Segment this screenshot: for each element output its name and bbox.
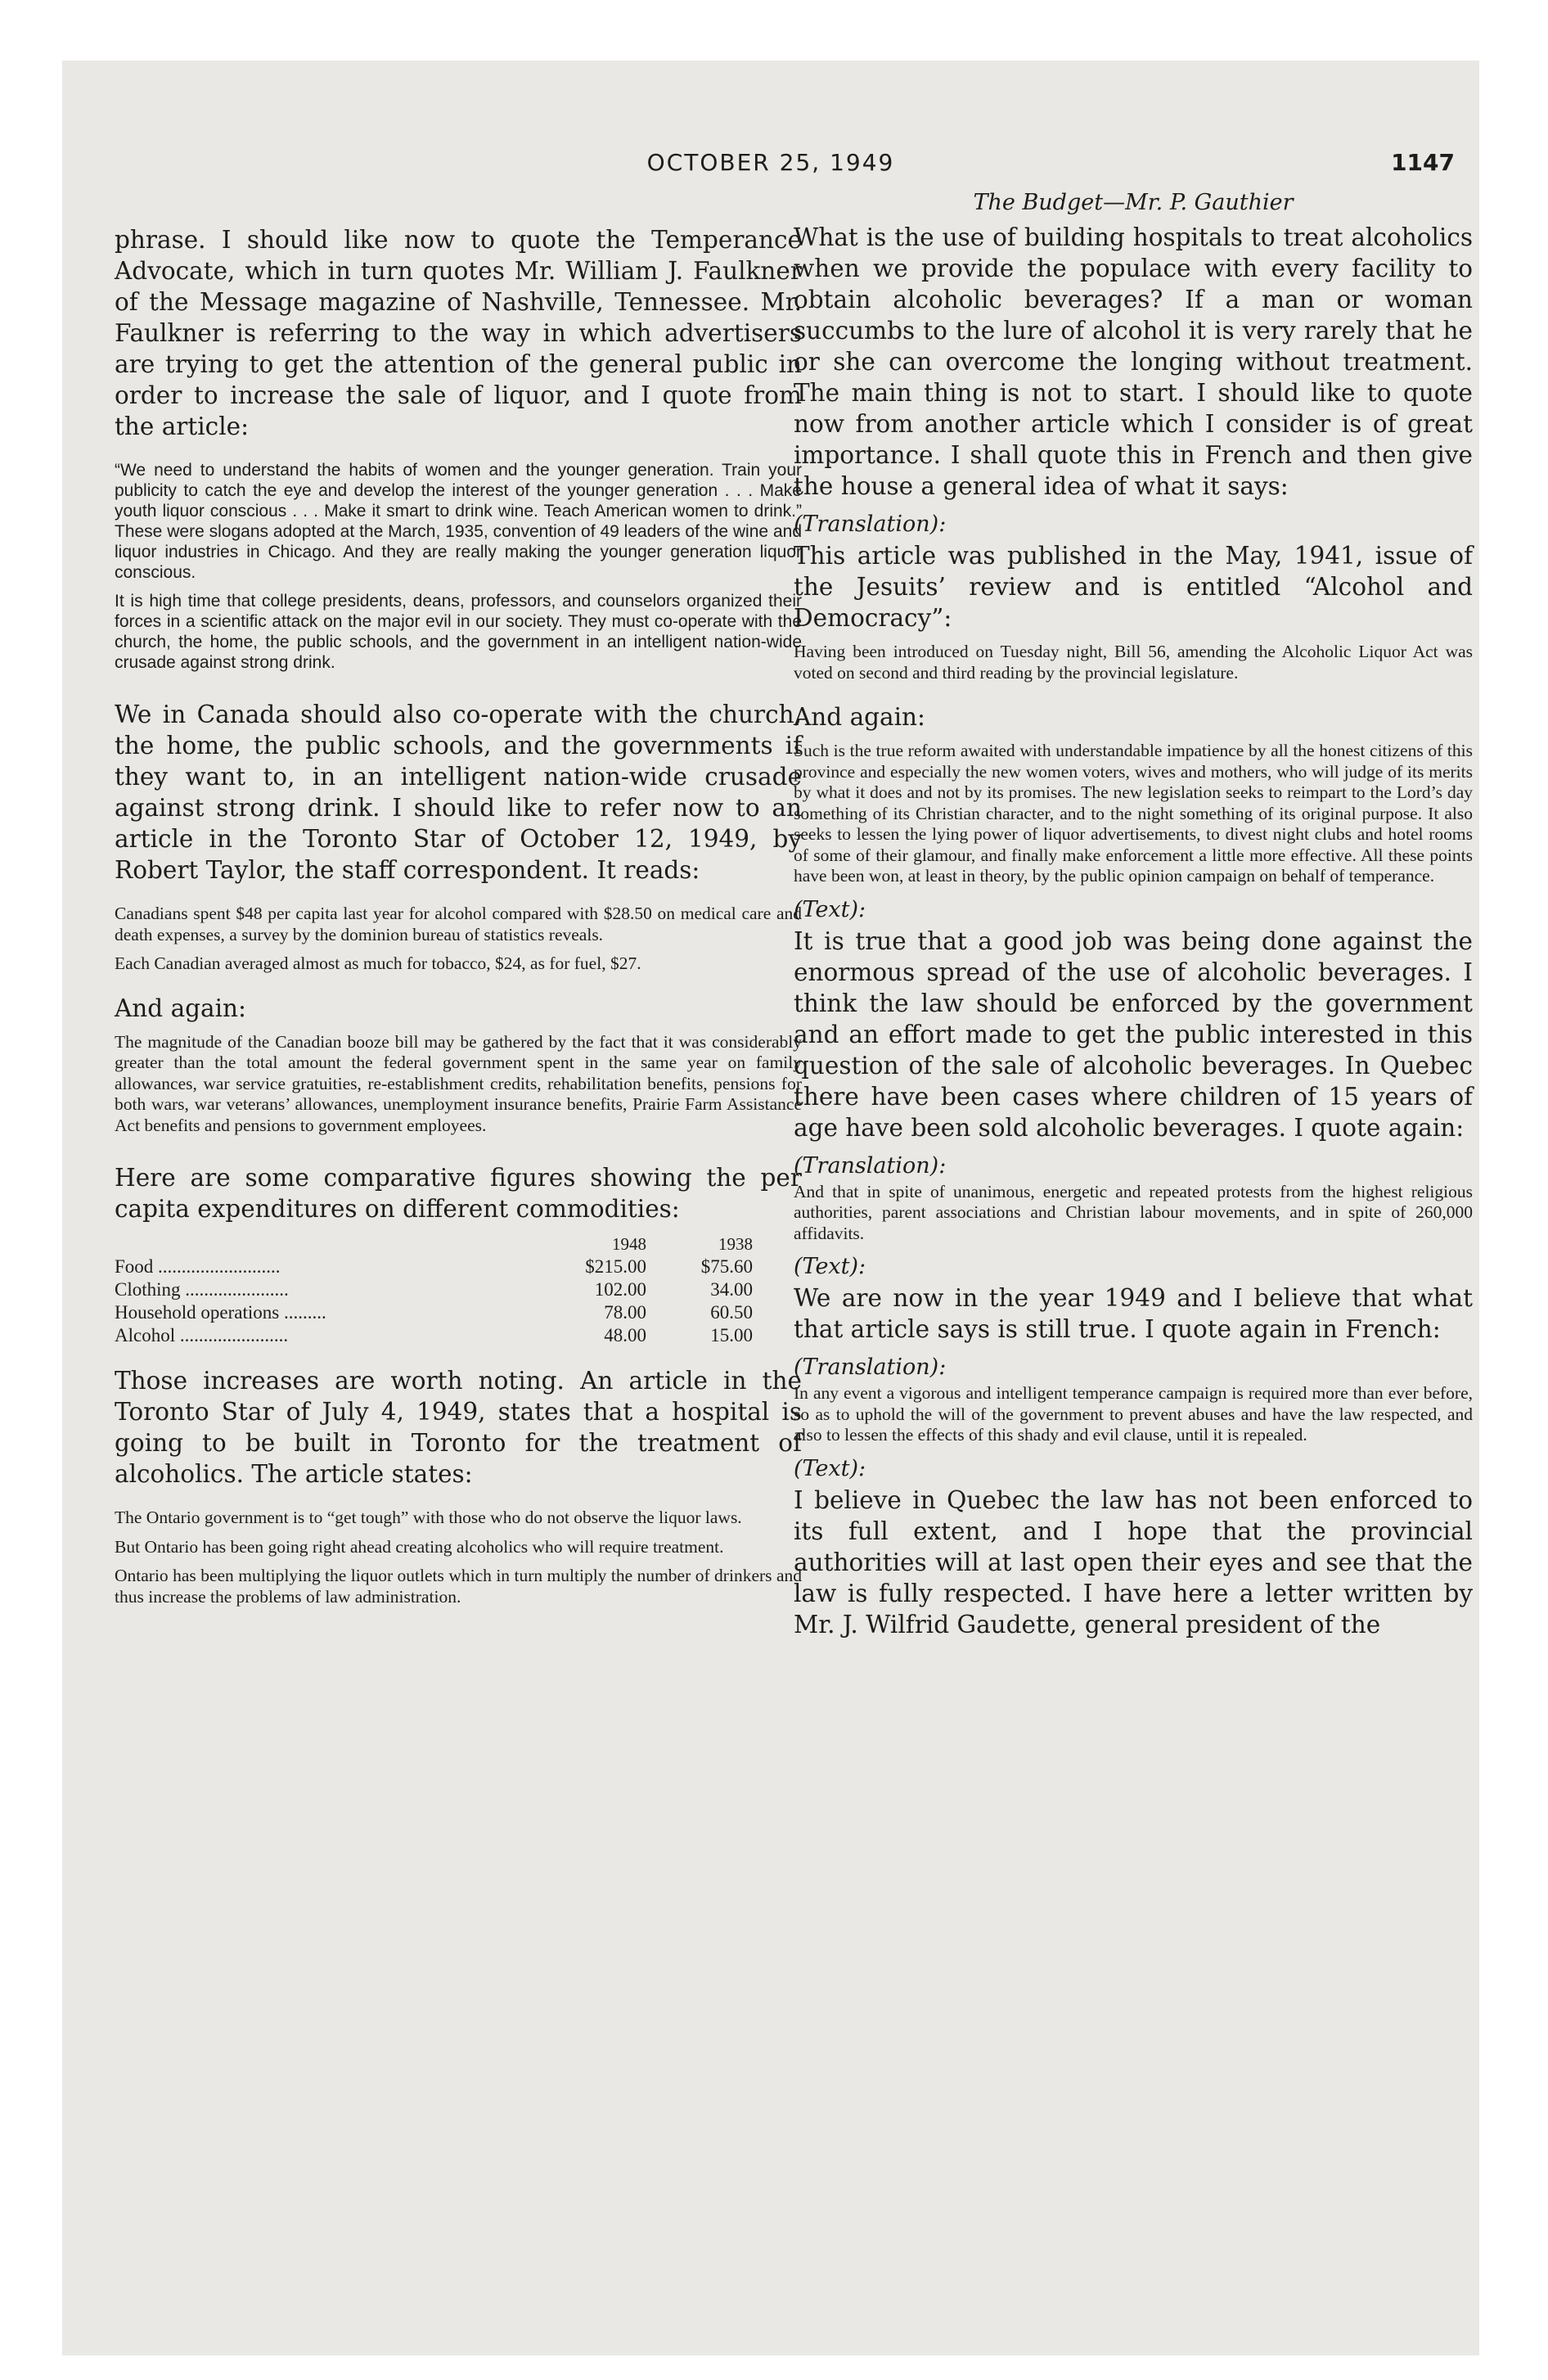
text-label: (Text): (794, 1455, 866, 1481)
table-row (115, 1255, 753, 1278)
scanned-page (62, 61, 1479, 2355)
table-cell-value: 48.00 (604, 1325, 646, 1346)
table-cell-value: $215.00 (585, 1256, 646, 1277)
text-label: (Text): (794, 1254, 866, 1279)
text-label: (Text): (794, 896, 866, 922)
expenditure-table (115, 1233, 753, 1347)
page-date-header: OCTOBER 25, 1949 (646, 149, 895, 176)
quotation: Canadians spent $48 per capita last year for alcohol compared with $28.50 on medical care and death expenses, a survey by the dominion bureau of statistics reveals. (115, 904, 802, 944)
table-cell-item: Food .......................... (115, 1256, 281, 1277)
paragraph: I believe in Quebec the law has not been enforced to its full extent, and I hope that the provincial authorities will at last open their eyes and see that the law is fully respected. I have here a letter written by Mr. J. Wilfrid Gaudette, general president of the (794, 1485, 1473, 1639)
column-header: 1948 (612, 1234, 646, 1254)
table-cell-value: 78.00 (604, 1302, 646, 1323)
quotation: In any event a vigorous and intelligent temperance campaign is required more than ever before, so as to uphold the will of the government to prevent abuses and have the law respected, and also to lessen the effects of this shady and evil clause, until it is repealed. (794, 1383, 1473, 1445)
quotation: “We need to understand the habits of women and the younger generation. Train your publicity to catch the eye and develop the interest of the younger generation . . . Make youth liquor conscious . . . Make it smart to drink wine. Teach American women to drink.” These were slogans adopted at the March, 1935, convention of 49 leaders of the wine and liquor industries in Chicago. And they are really making the younger generation liquor conscious. (115, 461, 802, 582)
table-header-row (115, 1233, 753, 1255)
left-column (115, 224, 802, 1607)
quotation: It is high time that college presidents, deans, professors, and counselors organized their forces in a scientific attack on the major evil in our society. They must co-operate with the church, the home, the public schools, and the government in an intelligent nation-wide crusade against strong drink. (115, 592, 802, 672)
table-cell-item: Clothing ...................... (115, 1279, 289, 1300)
page-number: 1147 (1391, 149, 1455, 176)
table-row (115, 1324, 753, 1347)
paragraph: Here are some comparative figures showing the per capita expenditures on different commodities: (115, 1164, 802, 1223)
paragraph: And again: (115, 994, 246, 1022)
quotation: And that in spite of unanimous, energetic and repeated protests from the highest religious authorities, parent associations and Christian labour movements, and in spite of 260,000 affidavits. (794, 1181, 1473, 1243)
paragraph: We are now in the year 1949 and I believe that what that article says is still true. I quote again in French: (794, 1284, 1473, 1343)
quotation: Each Canadian averaged almost as much for tobacco, $24, as for fuel, $27. (115, 953, 641, 973)
table-cell-item: Alcohol ....................... (115, 1325, 289, 1346)
table-cell-value: 15.00 (710, 1325, 753, 1346)
table-cell-value: $75.60 (700, 1256, 753, 1277)
column-header: 1938 (718, 1234, 753, 1254)
quotation: Such is the true reform awaited with understandable impatience by all the honest citizens of this province and especially the new women voters, wives and mothers, who will judge of its merits by what it does and not by its promises. The new legislation seeks to reimpart to the Lord’s day something of its Christian character, and to the night something of its original purpose. It also seeks to lessen the lying power of liquor advertisements, to divest night clubs and hotel rooms of some of their glamour, and finally make enforcement a little more effective. All these points have been won, at least in theory, by the public opinion campaign on behalf of temperance. (794, 741, 1473, 886)
paragraph: And again: (794, 703, 925, 731)
quotation: Ontario has been multiplying the liquor outlets which in turn multiply the number of drinkers and thus increase the problems of law administration. (115, 1566, 802, 1607)
paragraph: Those increases are worth noting. An article in the Toronto Star of July 4, 1949, states that a hospital is going to be built in Toronto for the treatment of alcoholics. The article states: (115, 1367, 802, 1488)
quotation: Having been introduced on Tuesday night, Bill 56, amending the Alcoholic Liquor Act was voted on second and third reading by the provincial legislature. (794, 642, 1473, 683)
table-row (115, 1278, 753, 1301)
paragraph: What is the use of building hospitals to treat alcoholics when we provide the populace with every facility to obtain alcoholic beverages? If a man or woman succumbs to the lure of alcohol it is very rarely that he or she can overcome the longing without treatment. The main thing is not to start. I should like to quote now from another article which I consider is of great importance. I shall quote this in French and then give the house a general idea of what it says: (794, 223, 1473, 500)
translation-label: (Translation): (794, 1355, 947, 1380)
table-row (115, 1301, 753, 1324)
translation-label: (Translation): (794, 1152, 947, 1179)
paragraph: We in Canada should also co-operate with the church, the home, the public schools, and the governments if they want to, in an intelligent nation-wide crusade against strong drink. I should like to refer now to an article in the Toronto Star of October 12, 1949, by Robert Taylor, the staff correspondent. It reads: (115, 701, 802, 884)
table-cell-item: Household operations ......... (115, 1302, 326, 1323)
quotation: But Ontario has been going right ahead creating alcoholics who will require treatment. (115, 1536, 724, 1557)
table-cell-value: 102.00 (594, 1279, 646, 1300)
quotation: The magnitude of the Canadian booze bill may be gathered by the fact that it was considerably greater than the total amount the federal government spent in the same year on family allowances, war service gratuities, re-establishment credits, rehabilitation benefits, pensions for both wars, war veterans’ allowances, unemployment insurance benefits, Prairie Farm Assistance Act benefits and pensions to government employees. (115, 1031, 802, 1135)
translation-label: (Translation): (794, 512, 947, 537)
running-title: The Budget—Mr. P. Gauthier (973, 190, 1294, 215)
table-cell-value: 60.50 (710, 1302, 753, 1323)
paragraph: phrase. I should like now to quote the Temperance Advocate, which in turn quotes Mr. William J. Faulkner of the Message magazine of Nashville, Tennessee. Mr. Faulkner is referring to the way in which advertisers are trying to get the attention of the general public in order to increase the sale of liquor, and I quote from the article: (115, 226, 802, 440)
table-cell-value: 34.00 (710, 1279, 753, 1300)
right-column (794, 190, 1473, 1640)
paragraph: It is true that a good job was being done against the enormous spread of the use of alcoholic beverages. I think the law should be enforced by the government and an effort made to get the public interested in this question of the sale of alcoholic beverages. In Quebec there have been cases where children of 15 years of age have been sold alcoholic beverages. I quote again: (794, 926, 1473, 1142)
paragraph: This article was published in the May, 1941, issue of the Jesuits’ review and is entitled “Alcohol and Democracy”: (794, 542, 1473, 632)
quotation: The Ontario government is to “get tough” with those who do not observe the liquor laws. (115, 1508, 742, 1527)
